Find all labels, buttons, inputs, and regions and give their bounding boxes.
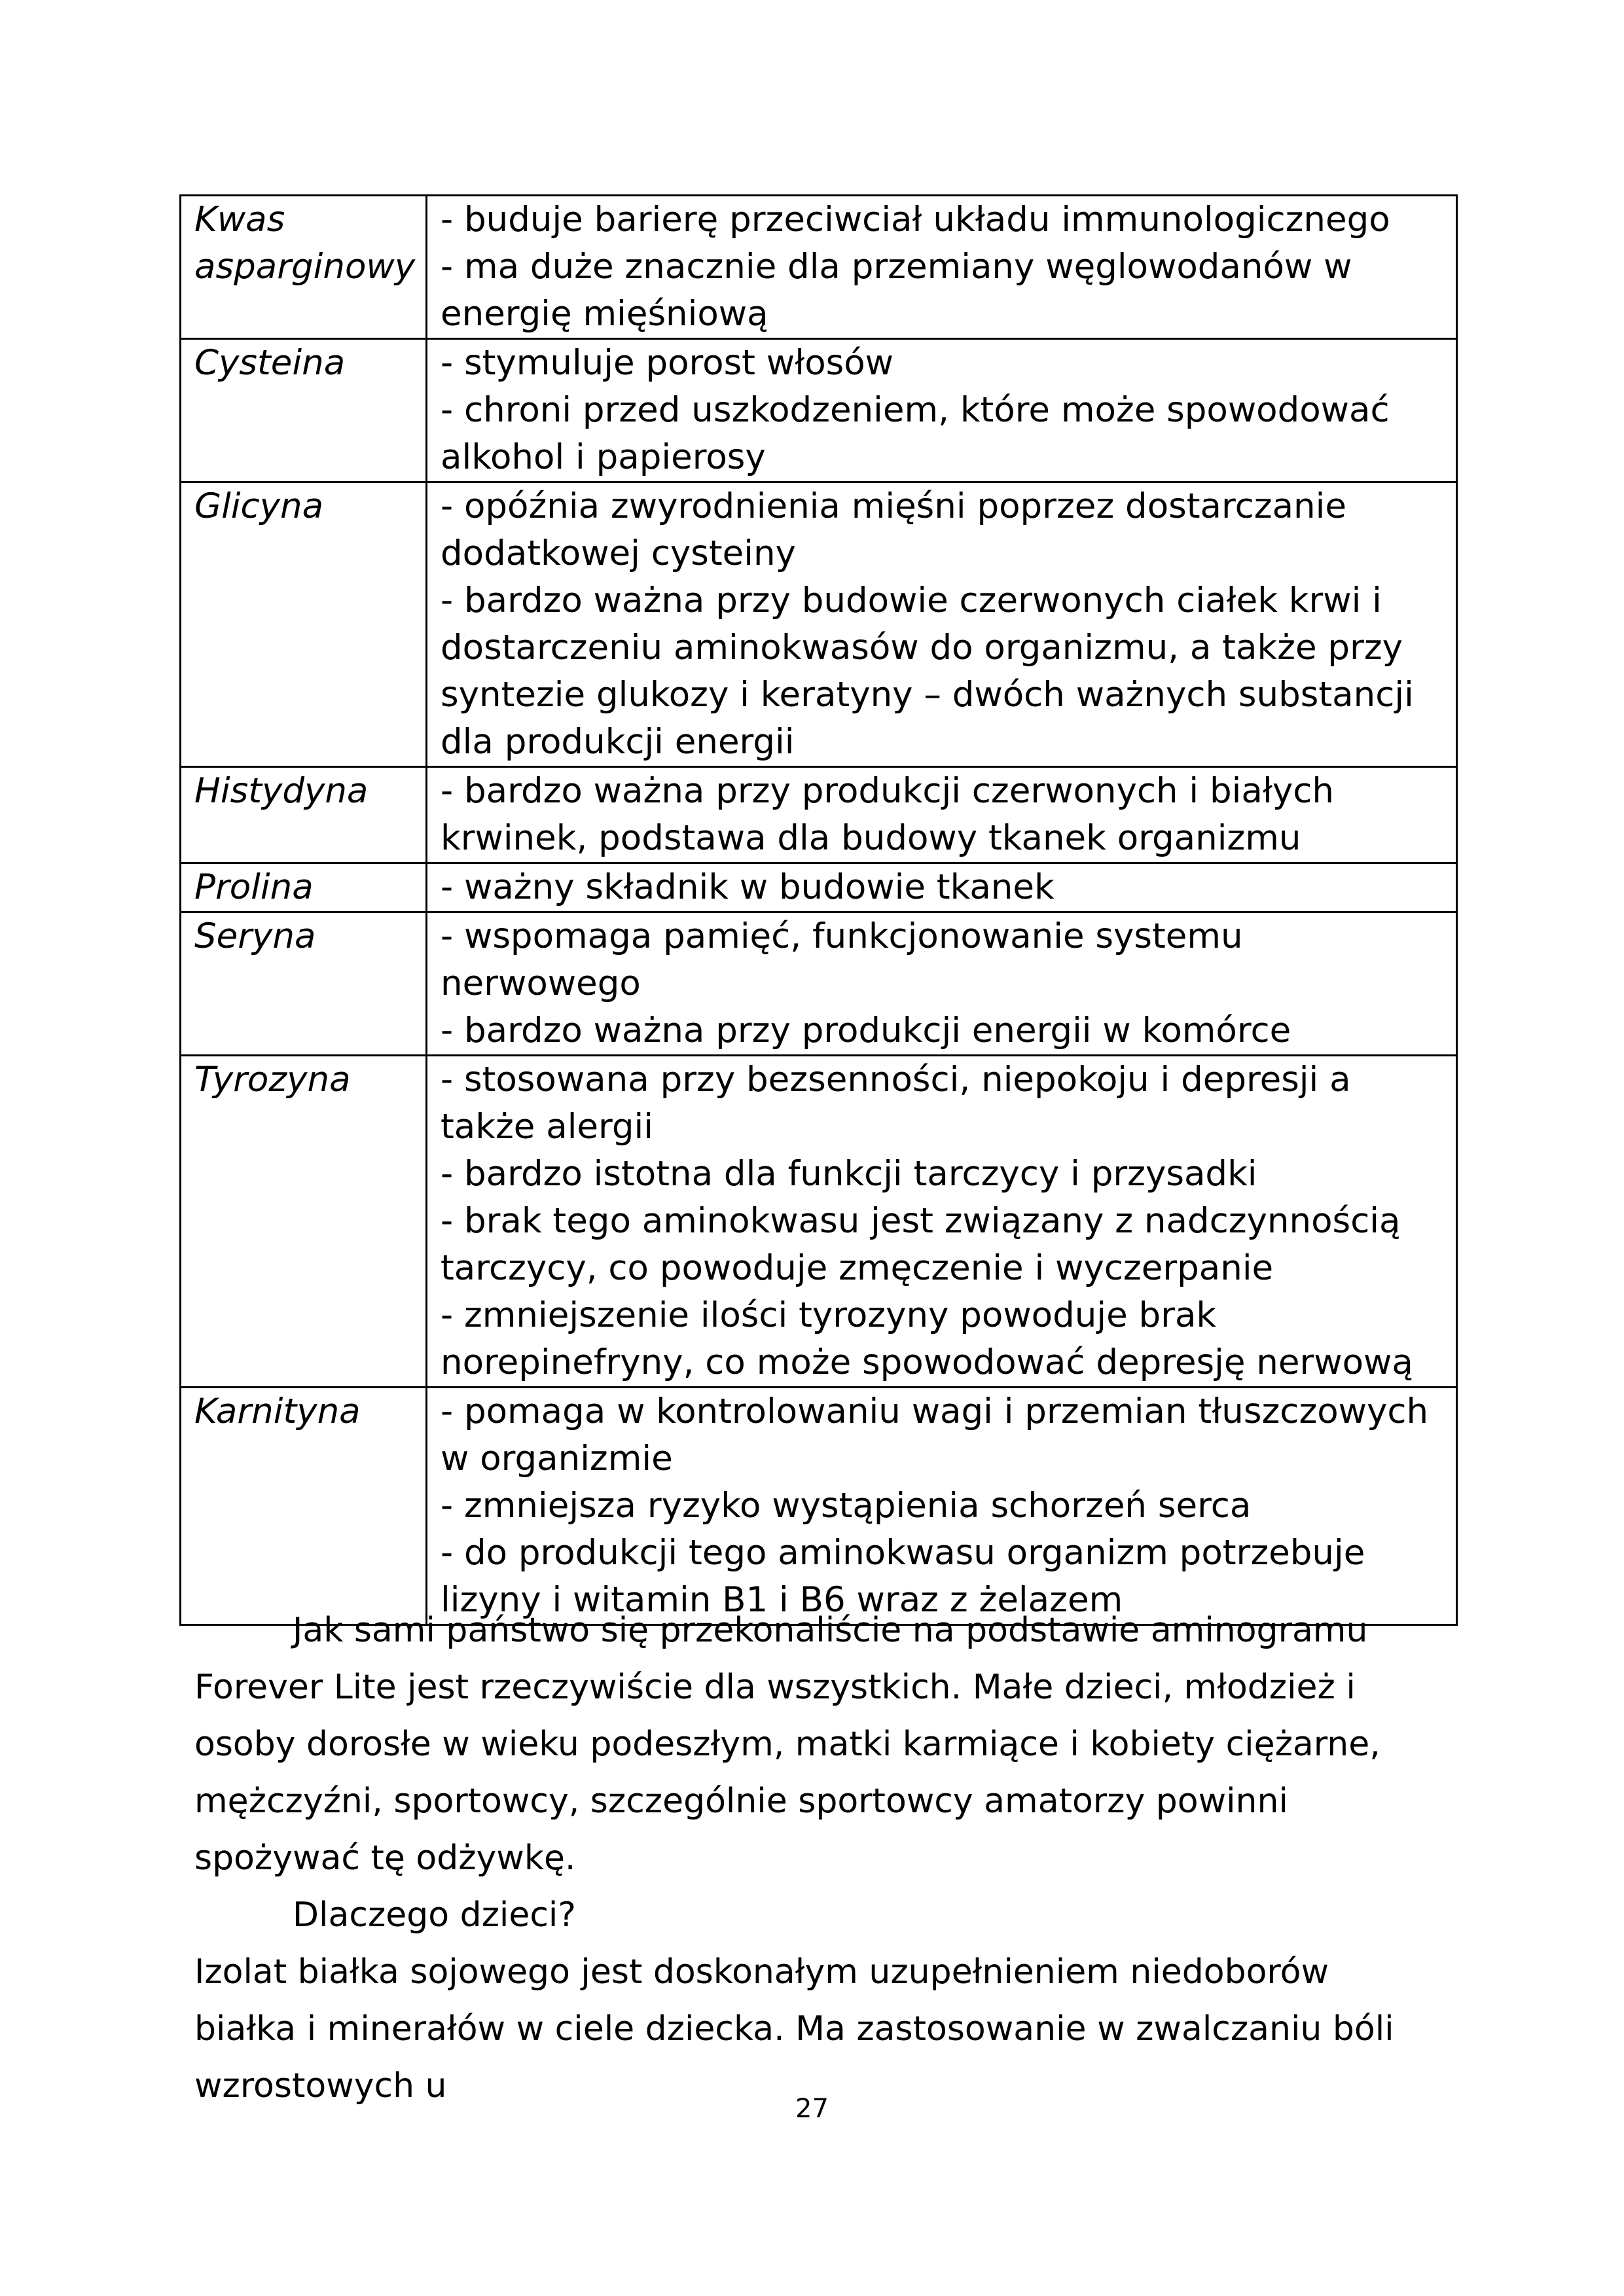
description-line: - opóźnia zwyrodnienia mięśni poprzez dostarczanie dodatkowej cysteiny [441, 486, 1346, 573]
amino-acid-description [427, 339, 1457, 482]
paragraph-forever-lite: Jak sami państwo się przekonaliście na podstawie aminogramu Forever Lite jest rzeczywiście dla wszystkich. Małe dzieci, młodzież i osoby dorosłe w wieku podeszłym, matki karmiące i kobiety ciężarne, mężczyźni, sportowcy, szczególnie sportowcy amatorzy powinni spożywać tę odżywkę. [194, 1611, 1380, 1878]
paragraph-soy-protein: Izolat białka sojowego jest doskonałym uzupełnieniem niedoborów białka i minerałów w ciele dziecka. Ma zastosowanie w zwalczaniu bóli wzrostowych u [194, 1952, 1394, 2106]
description-line: - bardzo ważna przy budowie czerwonych ciałek krwi i dostarczeniu aminokwasów do organizmu, a także przy syntezie glukozy i keratyny – dwóch ważnych substancji dla produkcji energii [441, 581, 1414, 762]
description-line: - pomaga w kontrolowaniu wagi i przemian tłuszczowych w organizmie [441, 1391, 1429, 1479]
description-line: - stosowana przy bezsenności, niepokoju i depresji a także alergii [441, 1060, 1351, 1147]
table-row [181, 196, 1457, 339]
amino-acid-name: Cysteina [181, 339, 427, 482]
amino-acid-name: Karnityna [181, 1388, 427, 1625]
amino-acid-description [427, 482, 1457, 767]
description-line: - buduje barierę przeciwciał układu immunologicznego [441, 200, 1390, 240]
table-row [181, 1056, 1457, 1388]
description-line: - bardzo ważna przy produkcji czerwonych i białych krwinek, podstawa dla budowy tkanek organizmu [441, 771, 1335, 858]
description-line: - ważny składnik w budowie tkanek [441, 867, 1055, 907]
amino-acid-description [427, 912, 1457, 1056]
table-row [181, 912, 1457, 1056]
description-line: - wspomaga pamięć, funkcjonowanie systemu nerwowego [441, 916, 1243, 1003]
amino-acid-name: Histydyna [181, 767, 427, 863]
section-heading-children: Dlaczego dzieci? [293, 1895, 576, 1935]
amino-acid-name: Prolina [181, 863, 427, 912]
amino-acid-description [427, 196, 1457, 339]
page-number: 27 [795, 2094, 829, 2124]
description-line: - bardzo istotna dla funkcji tarczycy i przysadki [441, 1154, 1257, 1194]
amino-acid-name: Seryna [181, 912, 427, 1056]
amino-acid-description [427, 863, 1457, 912]
description-line: - stymuluje porost włosów [441, 343, 894, 383]
amino-acid-name: Tyrozyna [181, 1056, 427, 1388]
table-row [181, 339, 1457, 482]
description-line: - zmniejsza ryzyko wystąpienia schorzeń serca [441, 1486, 1252, 1526]
amino-acid-description [427, 1056, 1457, 1388]
table-row [181, 1388, 1457, 1625]
amino-acid-table [179, 194, 1458, 1626]
description-line: - brak tego aminokwasu jest związany z nadczynnością tarczycy, co powoduje zmęczenie i wyczerpanie [441, 1201, 1401, 1288]
table-row [181, 863, 1457, 912]
amino-acid-description [427, 767, 1457, 863]
amino-acid-name: Kwas asparginowy [181, 196, 427, 339]
description-line: - zmniejszenie ilości tyrozyny powoduje brak norepinefryny, co może spowodować depresję nerwową [441, 1295, 1413, 1382]
table-row [181, 482, 1457, 767]
body-text-section [194, 1602, 1438, 1887]
table-row [181, 767, 1457, 863]
description-line: - do produkcji tego aminokwasu organizm potrzebuje lizyny i witamin B1 i B6 wraz z żelazem [441, 1533, 1365, 1620]
amino-acid-description [427, 1388, 1457, 1625]
description-line: - chroni przed uszkodzeniem, które może spowodować alkohol i papierosy [441, 390, 1390, 477]
children-section [194, 1887, 1438, 2115]
amino-acid-name: Glicyna [181, 482, 427, 767]
description-line: - bardzo ważna przy produkcji energii w komórce [441, 1011, 1291, 1050]
description-line: - ma duże znacznie dla przemiany węglowodanów w energię mięśniową [441, 247, 1352, 334]
